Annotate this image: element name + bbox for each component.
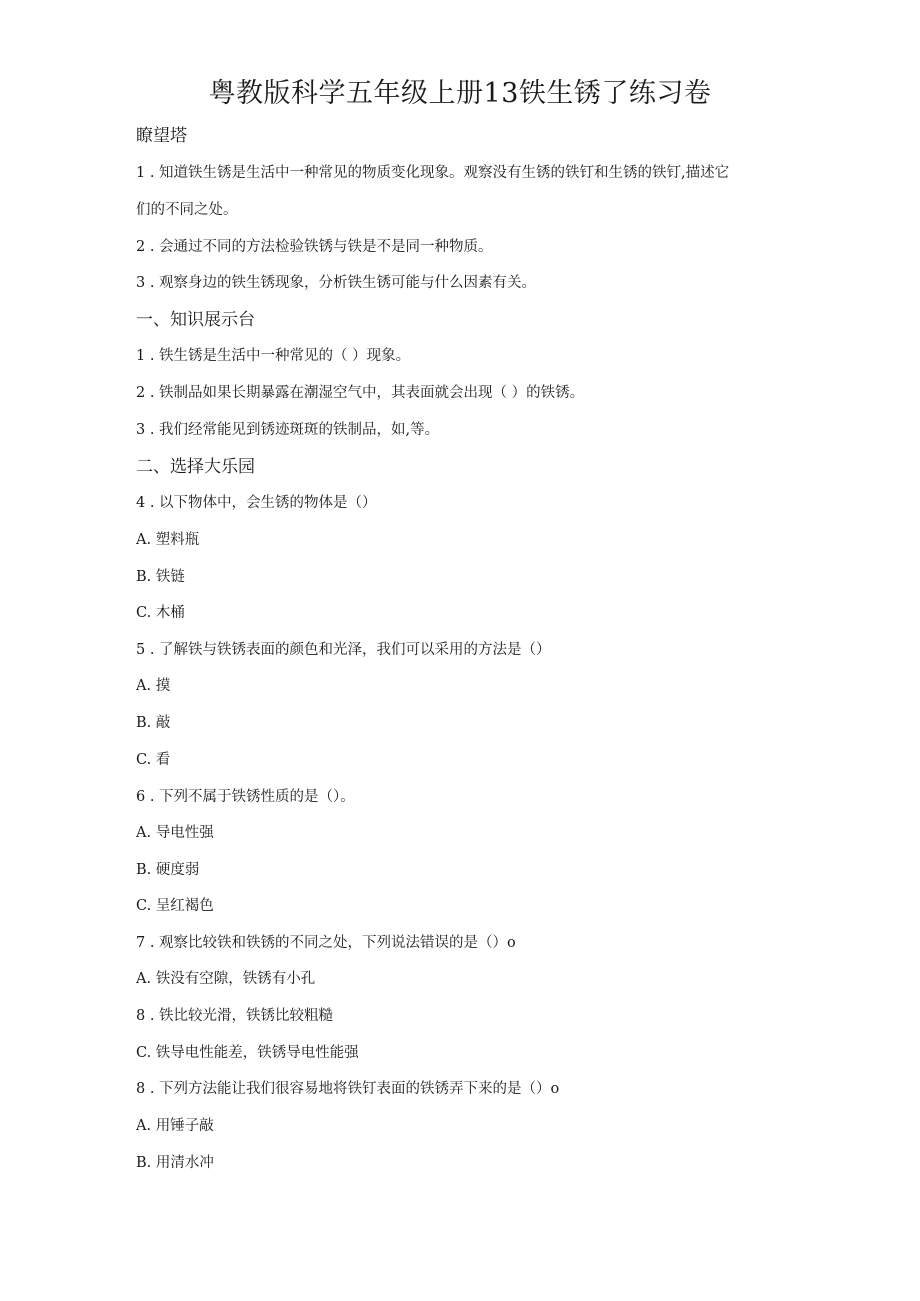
objective-item: 1 . 知道铁生锈是生活中一种常见的物质变化现象。观察没有生锈的铁钉和生锈的铁钉,描述它 — [136, 165, 730, 181]
choice-option: A. 塑料瓶 — [136, 532, 200, 548]
fill-blank-question: 3 . 我们经常能见到锈迹斑斑的铁制品，如,等。 — [136, 422, 440, 438]
objective-item: 3 . 观察身边的铁生锈现象，分析铁生锈可能与什么因素有关。 — [136, 275, 537, 291]
choice-option: C. 看 — [136, 752, 171, 768]
choice-option: C. 呈红褐色 — [136, 898, 214, 914]
choice-question: 4 . 以下物体中，会生锈的物体是（） — [136, 495, 377, 511]
choice-question: 6 . 下列不属于铁锈性质的是（）。 — [136, 789, 355, 805]
document-title: 粤教版科学五年级上册13铁生锈了练习卷 — [208, 78, 712, 109]
choice-option: A. 摸 — [136, 678, 171, 694]
objective-item: 们的不同之处。 — [136, 202, 238, 218]
choice-question: 5 . 了解铁与铁锈表面的颜色和光泽，我们可以采用的方法是（） — [136, 642, 551, 658]
choice-option: B. 敲 — [136, 715, 171, 731]
choice-option: A. 用锤子敲 — [136, 1118, 214, 1134]
choice-option: A. 铁没有空隙，铁锈有小孔 — [136, 971, 316, 987]
choice-option: B. 硬度弱 — [136, 862, 200, 878]
objective-item: 2 . 会通过不同的方法检验铁锈与铁是不是同一种物质。 — [136, 239, 493, 255]
choice-option: B. 铁链 — [136, 569, 185, 585]
fill-blank-question: 2 . 铁制品如果长期暴露在潮湿空气中，其表面就会出现（ ）的铁锈。 — [136, 385, 585, 401]
section2-heading: 二、选择大乐园 — [136, 457, 255, 477]
choice-option: B. 用清水冲 — [136, 1155, 214, 1171]
objectives-heading: 瞭望塔 — [136, 126, 187, 146]
choice-option: A. 导电性强 — [136, 825, 214, 841]
section1-heading: 一、知识展示台 — [136, 310, 255, 330]
choice-option: 8 . 铁比较光滑，铁锈比较粗糙 — [136, 1008, 334, 1024]
fill-blank-question: 1 . 铁生锈是生活中一种常见的（ ）现象。 — [136, 348, 411, 364]
choice-option: C. 铁导电性能差，铁锈导电性能强 — [136, 1045, 359, 1061]
choice-question: 7 . 观察比较铁和铁锈的不同之处，下列说法错误的是（）o — [136, 935, 516, 951]
choice-option: C. 木桶 — [136, 605, 185, 621]
choice-question: 8 . 下列方法能让我们很容易地将铁钉表面的铁锈弄下来的是（）o — [136, 1081, 560, 1097]
